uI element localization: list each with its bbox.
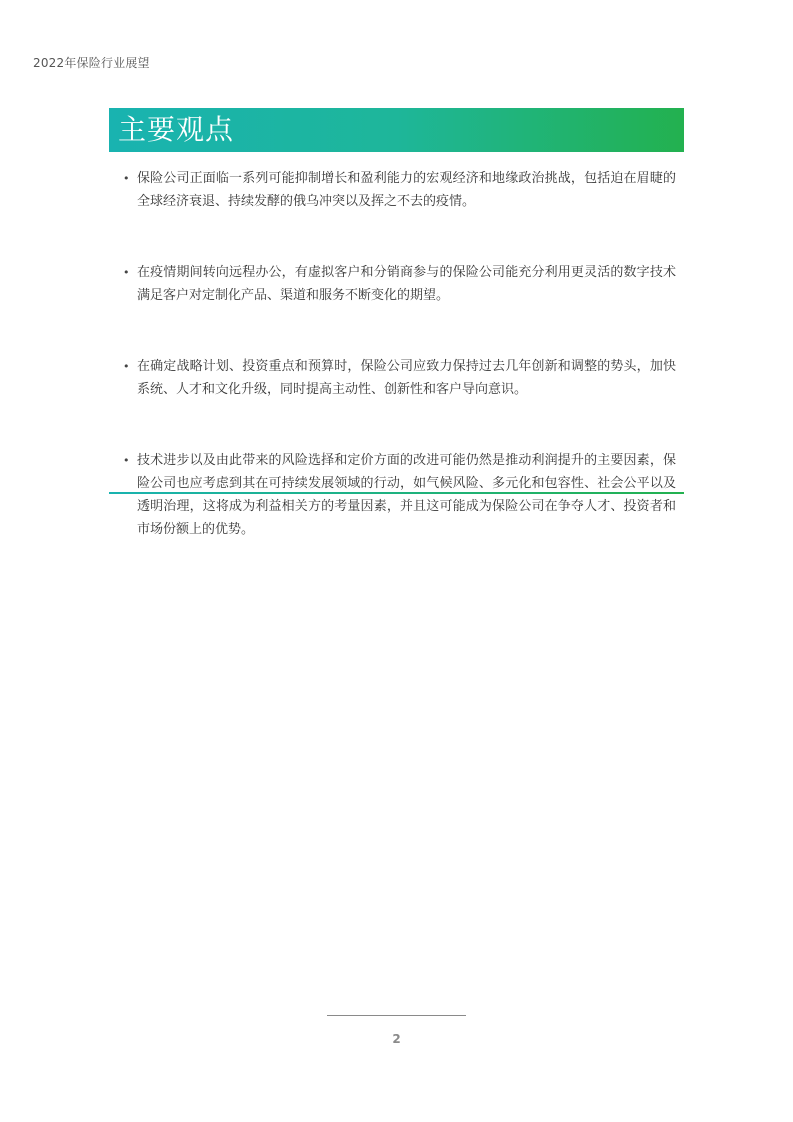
bullet-icon: •	[123, 360, 130, 373]
list-item	[109, 355, 684, 401]
list-item	[109, 261, 684, 307]
bullet-icon: •	[123, 454, 130, 467]
list-item	[109, 167, 684, 213]
bullet-icon: •	[123, 172, 130, 185]
section-divider	[109, 492, 684, 494]
point-text: 在确定战略计划、投资重点和预算时，保险公司应致力保持过去几年创新和调整的势头，加快系统、人才和文化升级，同时提高主动性、创新性和客户导向意识。	[137, 359, 676, 397]
section-title: 主要观点	[118, 113, 235, 146]
bullet-icon: •	[123, 266, 130, 279]
list-item	[109, 449, 684, 541]
page-number: 2	[392, 1032, 401, 1046]
point-text: 技术进步以及由此带来的风险选择和定价方面的改进可能仍然是推动利润提升的主要因素，保险公司也应考虑到其在可持续发展领域的行动，如气候风险、多元化和包容性、社会公平以及透明治理，这将成为利益相关方的考量因素，并且这可能成为保险公司在争夺人才、投资者和市场份额上的优势。	[137, 453, 676, 537]
point-text: 在疫情期间转向远程办公，有虚拟客户和分销商参与的保险公司能充分利用更灵活的数字技术满足客户对定制化产品、渠道和服务不断变化的期望。	[137, 265, 676, 303]
point-text: 保险公司正面临一系列可能抑制增长和盈利能力的宏观经济和地缘政治挑战，包括迫在眉睫的全球经济衰退、持续发酵的俄乌冲突以及挥之不去的疫情。	[137, 171, 676, 209]
running-header: 2022年保险行业展望	[33, 56, 150, 70]
footer-divider	[327, 1015, 466, 1016]
section-banner	[109, 108, 684, 152]
key-points-list	[109, 167, 684, 541]
